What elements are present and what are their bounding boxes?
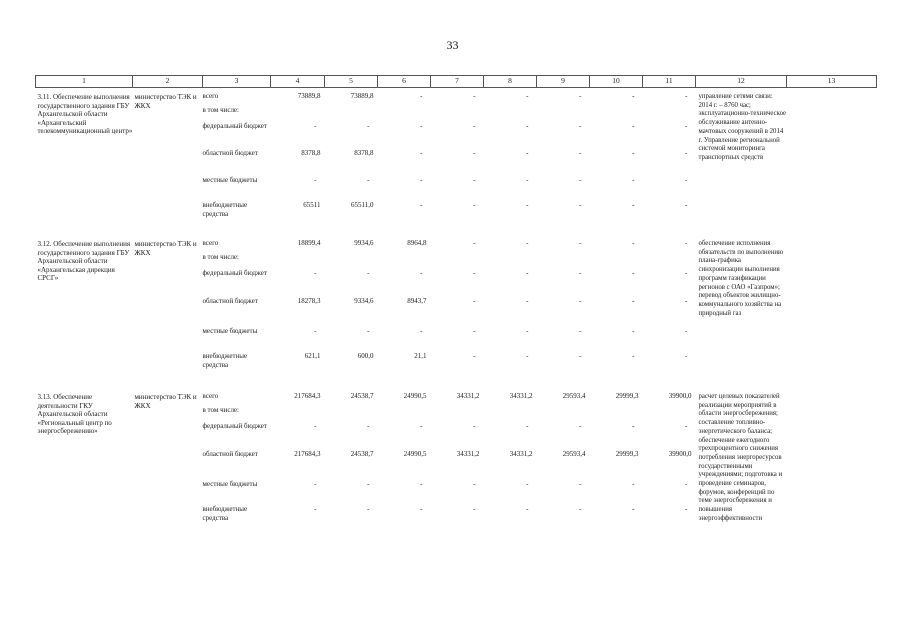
funding-value <box>271 252 325 268</box>
funding-value: - <box>579 149 582 157</box>
funding-value: - <box>526 92 529 100</box>
column-number: 9 <box>537 76 590 88</box>
funding-value: - <box>579 352 582 360</box>
funding-value: - <box>579 422 582 430</box>
funding-value: - <box>420 422 423 430</box>
funding-value: - <box>420 122 423 130</box>
funding-value: - <box>526 505 529 513</box>
funding-value: 29999,3 <box>615 450 639 458</box>
funding-value: - <box>314 327 317 335</box>
funding-source: всего <box>202 92 219 100</box>
funding-source: федеральный бюджет <box>202 269 267 277</box>
funding-source: областной бюджет <box>202 450 258 458</box>
funding-value: 621,1 <box>304 352 321 360</box>
funding-value: - <box>579 122 582 130</box>
funding-value: - <box>632 269 635 277</box>
column-number: 3 <box>203 76 271 88</box>
measure-executor: министерство ТЭК и ЖКХ <box>134 240 197 257</box>
column-number: 13 <box>787 76 877 88</box>
funding-value: - <box>420 505 423 513</box>
funding-value: - <box>314 422 317 430</box>
column-number: 8 <box>484 76 537 88</box>
funding-value <box>271 405 325 421</box>
funding-value: 29999,3 <box>615 392 639 400</box>
funding-value <box>431 252 484 268</box>
funding-value: - <box>526 201 529 209</box>
funding-value: - <box>526 327 529 335</box>
funding-value: - <box>579 269 582 277</box>
funding-value: - <box>579 505 582 513</box>
funding-value: - <box>367 122 370 130</box>
funding-value: - <box>685 122 688 130</box>
funding-source: федеральный бюджет <box>202 122 267 130</box>
funding-value: 217684,3 <box>294 392 321 400</box>
funding-value: - <box>420 269 423 277</box>
funding-value: - <box>685 269 688 277</box>
funding-value: - <box>367 269 370 277</box>
funding-value: 73889,8 <box>297 92 321 100</box>
funding-value: - <box>526 176 529 184</box>
funding-value: - <box>685 149 688 157</box>
funding-source: всего <box>202 392 219 400</box>
funding-source: внебюджетные средства <box>202 505 248 522</box>
funding-value: - <box>579 201 582 209</box>
funding-value: 24990,5 <box>403 450 427 458</box>
column-number: 10 <box>590 76 643 88</box>
column-number: 1 <box>36 76 133 88</box>
funding-value: - <box>367 422 370 430</box>
expected-result: управление сетями связи: 2014 г. – 8760 час; эксплуатационно-техническое обслуживание антенно-мачтовых сооружений в 2014 г. Управление региональной системой мониторинга транспортных средств <box>698 93 787 161</box>
funding-value: - <box>420 327 423 335</box>
funding-value: - <box>473 269 476 277</box>
funding-value <box>643 405 696 421</box>
column-number: 12 <box>696 76 787 88</box>
funding-value: - <box>685 201 688 209</box>
funding-value: - <box>632 327 635 335</box>
funding-value <box>484 105 537 121</box>
funding-value: - <box>473 149 476 157</box>
funding-value: - <box>526 297 529 305</box>
funding-value: - <box>526 122 529 130</box>
funding-value: - <box>314 122 317 130</box>
measure-executor: министерство ТЭК и ЖКХ <box>134 393 197 410</box>
column-number: 11 <box>643 76 696 88</box>
funding-value: - <box>473 480 476 488</box>
funding-value: 39900,0 <box>668 392 692 400</box>
funding-value: 18899,4 <box>297 239 321 247</box>
funding-value: - <box>632 505 635 513</box>
funding-value: - <box>526 149 529 157</box>
column-number: 6 <box>378 76 431 88</box>
funding-value: - <box>526 480 529 488</box>
funding-value: - <box>579 92 582 100</box>
column-number: 7 <box>431 76 484 88</box>
funding-value: - <box>473 176 476 184</box>
funding-value: - <box>367 480 370 488</box>
funding-value: 39900,0 <box>668 450 692 458</box>
funding-value: - <box>420 92 423 100</box>
funding-value: 34331,2 <box>509 392 533 400</box>
funding-source: в том числе: <box>202 406 239 414</box>
funding-value <box>643 105 696 121</box>
measure-title: 3.13. Обеспечение деятельности ГКУ Архангельской области «Региональный центр по энергосбережению» <box>37 393 112 436</box>
funding-value: - <box>685 176 688 184</box>
funding-value <box>484 405 537 421</box>
funding-value: - <box>473 297 476 305</box>
funding-value: - <box>526 352 529 360</box>
funding-value <box>484 252 537 268</box>
funding-value: 24990,5 <box>403 392 427 400</box>
funding-value: - <box>367 505 370 513</box>
column-number-row <box>36 76 877 88</box>
funding-value: - <box>632 422 635 430</box>
funding-value: - <box>473 327 476 335</box>
funding-value <box>325 405 378 421</box>
funding-value: 73889,8 <box>350 92 374 100</box>
funding-source: внебюджетные средства <box>202 352 248 369</box>
funding-value: - <box>632 176 635 184</box>
expected-result: обеспечение исполнения обязательств по выполнению плана-графика синхронизации выполнения программ газификации регионов с ОАО «Газпром»; перевод объектов жилищно-коммунального хозяйства на природный газ <box>698 240 784 317</box>
funding-value: - <box>420 480 423 488</box>
funding-value <box>378 405 431 421</box>
measure-title: 3.12. Обеспечение выполнения государственного задания ГБУ Архангельской области «Архангельская дирекция СРСГ» <box>37 240 131 283</box>
funding-value: - <box>314 505 317 513</box>
column-13-cell <box>787 91 877 230</box>
funding-source: областной бюджет <box>202 297 258 305</box>
funding-value: - <box>314 269 317 277</box>
column-13-cell <box>787 391 877 532</box>
funding-value: - <box>473 92 476 100</box>
funding-value: - <box>314 176 317 184</box>
funding-value: 217684,3 <box>294 450 321 458</box>
funding-value: 65511,0 <box>351 201 374 209</box>
funding-value <box>378 252 431 268</box>
measure-title: 3.11. Обеспечение выполнения государственного задания ГБУ Архангельской области «Архангельский телекоммуникационный центр» <box>37 93 133 136</box>
funding-value: 9334,6 <box>354 297 374 305</box>
column-number: 5 <box>325 76 378 88</box>
funding-value: - <box>473 201 476 209</box>
funding-value: - <box>632 201 635 209</box>
funding-value: 21,1 <box>414 352 427 360</box>
funding-value: - <box>632 149 635 157</box>
measure-executor: министерство ТЭК и ЖКХ <box>134 93 197 110</box>
funding-value <box>590 405 643 421</box>
program-table <box>35 75 877 532</box>
funding-value: - <box>526 422 529 430</box>
funding-value: - <box>632 92 635 100</box>
funding-value <box>643 252 696 268</box>
funding-value: - <box>685 92 688 100</box>
funding-value: - <box>685 297 688 305</box>
funding-value: - <box>685 327 688 335</box>
funding-value: 29593,4 <box>562 392 586 400</box>
funding-value <box>537 105 590 121</box>
funding-value: - <box>685 480 688 488</box>
funding-value <box>590 252 643 268</box>
funding-value: - <box>420 176 423 184</box>
funding-value <box>590 105 643 121</box>
funding-value <box>431 105 484 121</box>
funding-value: - <box>579 297 582 305</box>
funding-value: - <box>367 327 370 335</box>
funding-value: 34331,2 <box>456 450 480 458</box>
funding-value: - <box>526 269 529 277</box>
table-row <box>36 238 877 252</box>
funding-source: в том числе: <box>202 106 239 114</box>
funding-value: 8378,8 <box>354 149 374 157</box>
column-13-cell <box>787 238 877 383</box>
funding-value: - <box>473 122 476 130</box>
table-row <box>36 91 877 105</box>
funding-value: 8964,8 <box>407 239 427 247</box>
funding-value: - <box>473 352 476 360</box>
funding-value: 600,0 <box>357 352 374 360</box>
funding-value: - <box>314 480 317 488</box>
funding-source: всего <box>202 239 219 247</box>
funding-value: - <box>632 480 635 488</box>
page-number: 33 <box>446 38 459 52</box>
funding-value: 24538,7 <box>350 450 374 458</box>
column-number: 2 <box>133 76 203 88</box>
funding-value: 34331,2 <box>509 450 533 458</box>
funding-value <box>537 252 590 268</box>
funding-value <box>431 405 484 421</box>
funding-value: 24538,7 <box>350 392 374 400</box>
funding-source: местные бюджеты <box>202 176 258 184</box>
funding-value: 34331,2 <box>456 392 480 400</box>
funding-value: 18278,3 <box>297 297 321 305</box>
funding-value: - <box>473 422 476 430</box>
funding-value: - <box>420 149 423 157</box>
funding-value <box>378 105 431 121</box>
funding-value: 65511 <box>303 201 321 209</box>
funding-value: - <box>526 239 529 247</box>
funding-source: местные бюджеты <box>202 480 258 488</box>
funding-value: 8943,7 <box>407 297 427 305</box>
funding-value: - <box>685 505 688 513</box>
funding-value: - <box>685 239 688 247</box>
funding-value <box>325 105 378 121</box>
funding-value: 29593,4 <box>562 450 586 458</box>
funding-value: - <box>685 422 688 430</box>
funding-value: - <box>632 352 635 360</box>
funding-source: местные бюджеты <box>202 327 258 335</box>
funding-value: 8378,8 <box>301 149 321 157</box>
funding-value: - <box>579 239 582 247</box>
funding-value <box>271 105 325 121</box>
funding-source: федеральный бюджет <box>202 422 267 430</box>
funding-source: внебюджетные средства <box>202 201 248 218</box>
funding-value <box>537 405 590 421</box>
funding-value: - <box>685 352 688 360</box>
funding-source: областной бюджет <box>202 149 258 157</box>
funding-value <box>325 252 378 268</box>
expected-result: расчет целевых показателей реализации мероприятий в области энергосбережения; составление топливно-энергетического баланса; обеспечение ежегодного трехпроцентного снижения потребления энергоресурсов государственными учреждениями; подготовка и проведение семинаров, форумов, конференций по теме энергосбережения и повышения энергоэффективности <box>698 393 783 522</box>
funding-value: - <box>473 239 476 247</box>
column-number: 4 <box>271 76 325 88</box>
funding-source: в том числе: <box>202 253 239 261</box>
funding-value: - <box>473 505 476 513</box>
funding-value: - <box>579 480 582 488</box>
funding-value: - <box>632 297 635 305</box>
funding-value: - <box>420 201 423 209</box>
funding-value: - <box>367 176 370 184</box>
funding-value: 9934,6 <box>354 239 374 247</box>
funding-value: - <box>632 122 635 130</box>
funding-value: - <box>632 239 635 247</box>
table-row <box>36 391 877 405</box>
funding-value: - <box>579 176 582 184</box>
funding-value: - <box>579 327 582 335</box>
